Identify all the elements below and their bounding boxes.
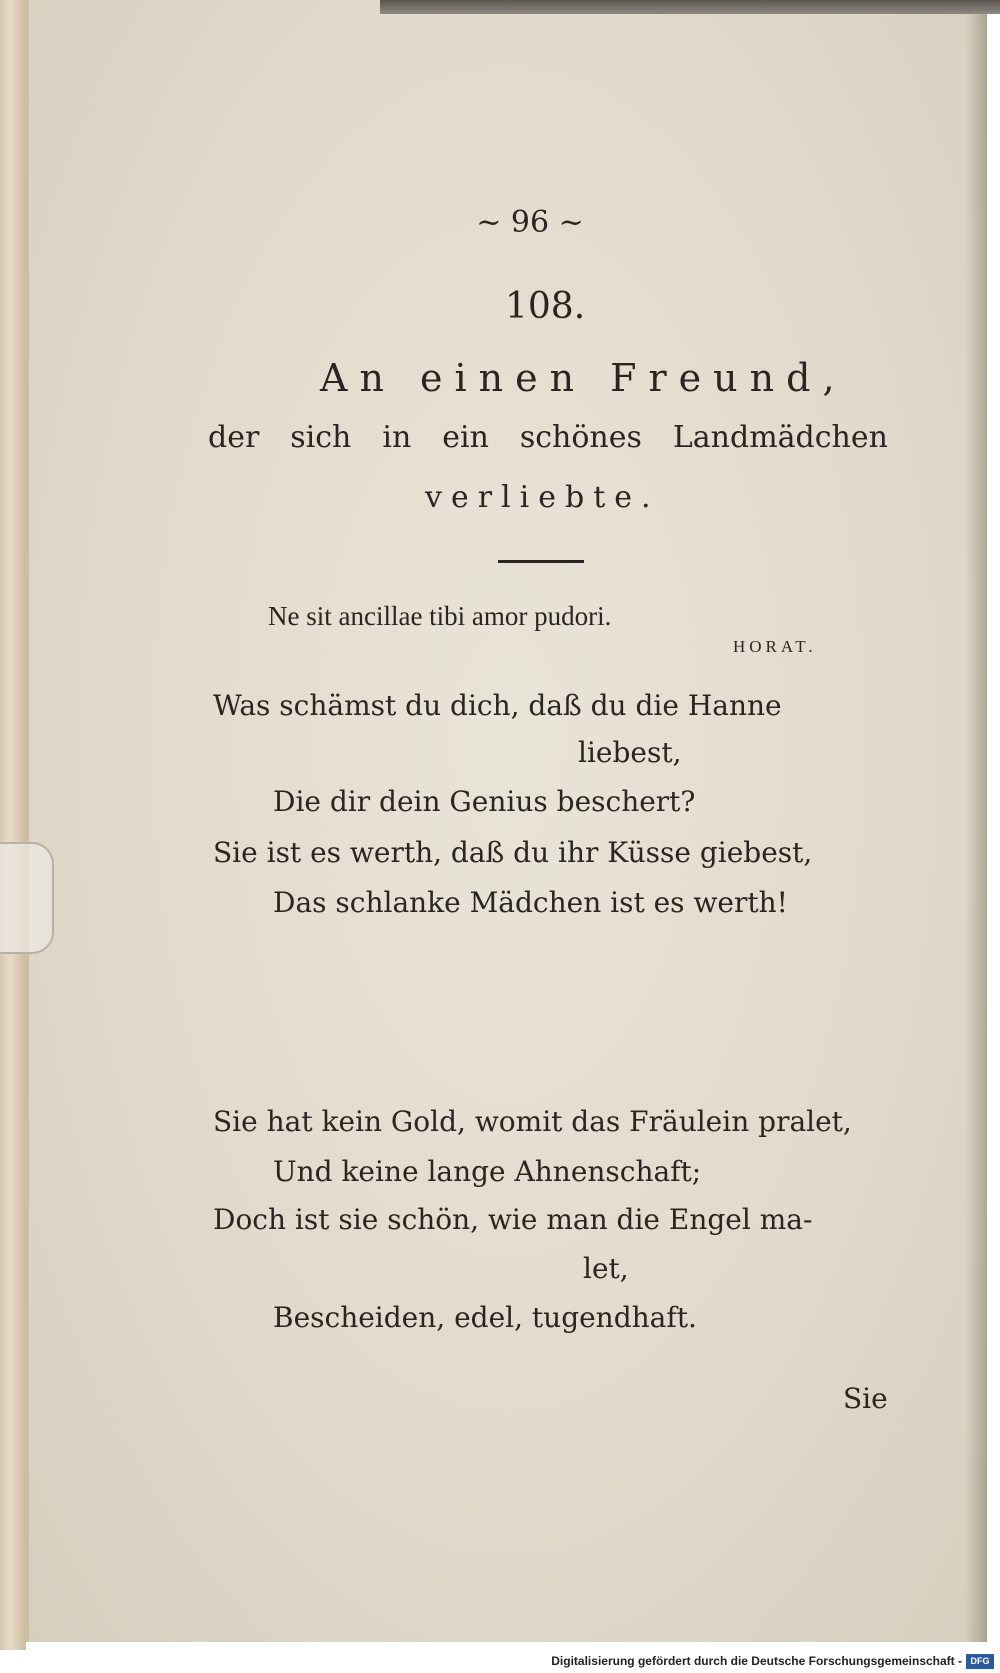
poem-title: An einen Freund,: [320, 356, 847, 400]
poem-subtitle-line-2: verliebte.: [425, 480, 660, 515]
digitization-footer: [0, 1651, 1000, 1673]
book-cover-edge: [380, 0, 1000, 14]
stanza-1-line-2: Die dir dein Genius beschert?: [273, 785, 696, 818]
stanza-1-line-3: Sie ist es werth, daß du ihr Küsse giebest,: [213, 836, 813, 869]
subtitle-word: Landmädchen: [672, 420, 888, 455]
stanza-2-line-4: Bescheiden, edel, tugendhaft.: [273, 1301, 697, 1334]
latin-motto: Ne sit ancillae tibi amor pudori.: [268, 601, 612, 631]
subtitle-word: ein: [442, 420, 489, 455]
book-page-edges: [0, 0, 26, 1650]
subtitle-word: in: [382, 420, 412, 455]
stanza-1-line-4: Das schlanke Mädchen ist es werth!: [273, 886, 788, 919]
stanza-1-line-1-continued: liebest,: [578, 736, 682, 769]
stanza-2-line-1: Sie hat kein Gold, womit das Fräulein pralet,: [213, 1105, 852, 1138]
stanza-2-line-3: Doch ist sie schön, wie man die Engel ma-: [213, 1203, 813, 1236]
funding-credit: Digitalisierung gefördert durch die Deutsche Forschungsgemeinschaft -: [551, 1654, 962, 1668]
subtitle-word: schönes: [519, 420, 642, 455]
subtitle-word: sich: [290, 420, 352, 455]
stanza-2-line-2: Und keine lange Ahnenschaft;: [273, 1155, 702, 1188]
poem-subtitle-line-1: [208, 420, 888, 455]
page-holder-clip: [0, 842, 54, 954]
subtitle-word: der: [208, 420, 260, 455]
title-divider-rule: [498, 560, 584, 563]
poem-number: 108.: [505, 286, 586, 327]
stanza-1-line-1: Was schämst du dich, daß du die Hanne: [213, 689, 782, 722]
page-gutter-shadow: [965, 0, 987, 1642]
stanza-2-line-3-continued: let,: [583, 1252, 629, 1285]
motto-source: HORAT.: [733, 637, 817, 656]
catchword: Sie: [843, 1382, 888, 1415]
page-number: ~ 96 ~: [476, 205, 584, 240]
dfg-logo: DFG: [966, 1654, 994, 1669]
